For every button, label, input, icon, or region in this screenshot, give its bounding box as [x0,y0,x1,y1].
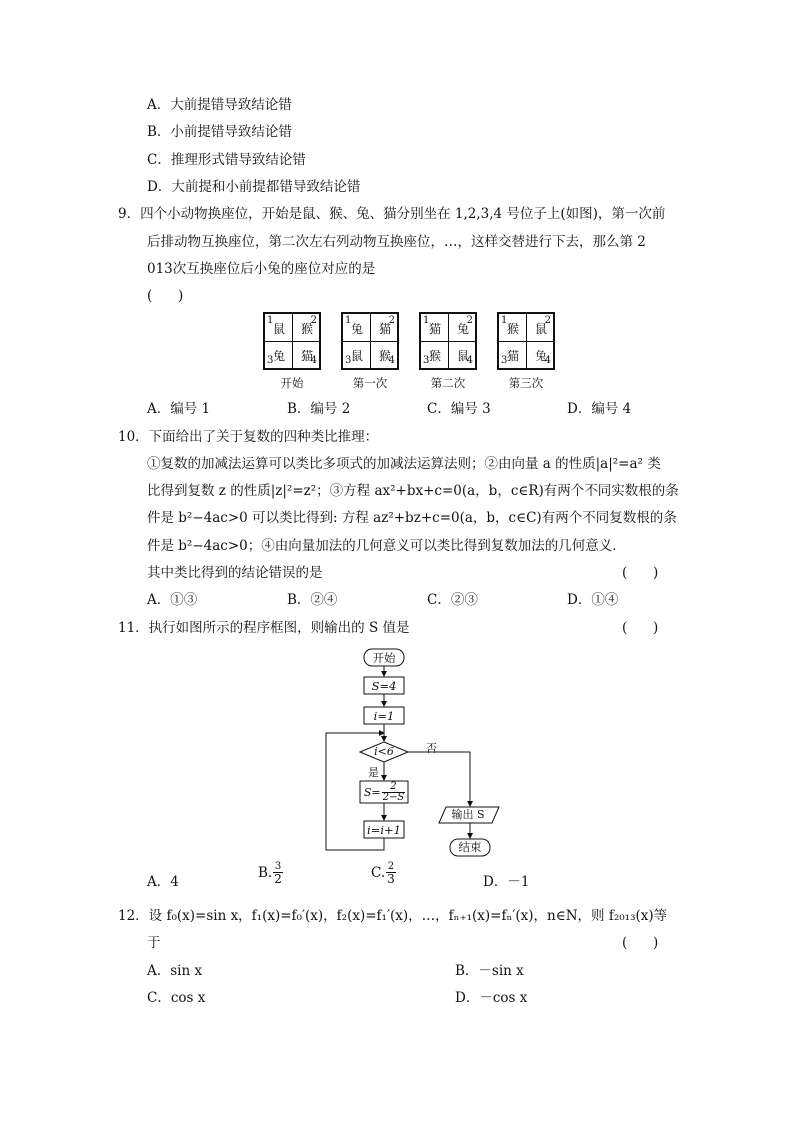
q10-text-line-3: 比得到复数 z 的性质|z|²=z²；③方程 ax²+bx+c=0(a，b，c∈R)有两个不同实数根的条 [147,483,679,499]
q11-option-c-prefix: C. [371,865,386,881]
grid-caption: 第一次 [352,376,388,390]
seat-animal: 鼠 [535,322,548,336]
seat-number-4: 4 [544,355,551,366]
q11-option-a: A．4 [147,874,179,890]
q11-option-b [258,862,284,885]
q11-answer-paren: ( ) [622,620,659,636]
seat-number-3: 3 [345,355,352,366]
seat-animal: 猴 [379,349,392,363]
seat-number-2: 2 [544,315,551,326]
seat-animal: 猫 [507,349,520,363]
q10-text-line-6: 其中类比得到的结论错误的是 [147,565,323,581]
q9-option-d: D．编号 4 [567,401,632,417]
seat-number-2: 2 [466,315,473,326]
seat-number-4: 4 [466,355,473,366]
q10-text-line-4: 件是 b²−4ac>0 可以类比得到: 方程 az²+bz+c=0(a，b，c∈C)有两个不同复数根的条 [147,510,677,526]
flow-assign-den: 2−S [382,791,405,803]
q10-text-line-1: 10．下面给出了关于复数的四种类比推理： [118,429,379,445]
flow-increment-label: i=i+1 [367,823,401,837]
flow-no-label: 否 [426,742,437,755]
seat-animal: 鼠 [351,349,364,363]
seat-animal: 猴 [429,349,442,363]
q10-option-a: A．①③ [147,592,198,608]
q9-option-a: A．编号 1 [147,401,211,417]
seat-number-4: 4 [388,355,395,366]
frac-num: 3 [274,861,282,872]
q10-text-line-2: ①复数的加减法运算可以类比多项式的加减法运算法则；②由向量 a 的性质|a|²=a² 类 [147,456,661,472]
flow-condition-label: i<6 [374,745,394,758]
q11-option-c-fraction [386,862,396,885]
frac-num: 2 [387,861,395,872]
seat-number-1: 1 [267,315,274,326]
seat-grid-third [497,312,555,370]
seat-animal: 兔 [351,322,364,336]
seat-number-1: 1 [501,315,508,326]
q12-text-line-1: 12．设 f₀(x)=sin x，f₁(x)=f₀′(x)，f₂(x)=f₁′(x)，…，fₙ₊₁(x)=fₙ′(x)，n∈N，则 f₂₀₁₃(x)等 [118,908,668,924]
grid-caption: 开始 [280,376,304,390]
q9-answer-paren: ( ) [147,288,184,304]
flow-assign-label [363,781,407,803]
q12-option-d: D．－cos x [455,990,528,1006]
seat-animal: 猫 [301,349,314,363]
flow-assign-lhs: S= [363,785,381,799]
seat-number-4: 4 [310,355,317,366]
flow-yes-label: 是 [368,766,379,779]
flow-output-label: 输出 S [451,808,485,821]
seat-number-1: 1 [345,315,352,326]
q8-option-a: A．大前提错导致结论错 [147,97,292,113]
q10-option-d: D．①④ [567,592,619,608]
seat-number-1: 1 [423,315,430,326]
q9-text-line-3: 013次互换座位后小兔的座位对应的是 [147,261,376,277]
q11-option-b-prefix: B. [258,865,273,881]
q9-option-c: C．编号 3 [427,401,491,417]
grid-caption: 第二次 [430,376,466,390]
no-branch-line [408,752,470,806]
q10-answer-paren: ( ) [622,565,659,581]
seat-animal: 鼠 [457,349,470,363]
seat-number-2: 2 [388,315,395,326]
frac-den: 2 [274,872,282,886]
grid-caption: 第三次 [508,376,544,390]
seat-animal: 猴 [301,322,314,336]
flow-init-s-label: S=4 [371,679,397,693]
flow-init-i-label: i=1 [373,709,395,723]
seat-number-3: 3 [267,355,274,366]
q12-option-a: A．sin x [147,963,203,979]
q9-option-b: B．编号 2 [287,401,351,417]
q9-text-line-1: 9．四个小动物换座位，开始是鼠、猴、兔、猫分别坐在 1,2,3,4 号位子上(如图)，第一次前 [118,206,666,222]
flow-end-label: 结束 [458,840,482,854]
q12-option-c: C．cos x [147,990,206,1006]
q11-option-b-fraction [273,862,283,885]
seat-animal: 猫 [429,322,442,336]
frac-den: 3 [387,872,395,886]
seat-animal: 猫 [379,322,392,336]
flow-assign-fraction [382,782,406,803]
q10-option-c: C．②③ [427,592,478,608]
q11-option-d: D．－1 [483,874,530,890]
seat-number-2: 2 [310,315,317,326]
seat-animal: 兔 [457,322,470,336]
flow-start-label: 开始 [372,651,396,665]
q8-option-d: D．大前提和小前提都错导致结论错 [147,179,361,195]
q12-option-b: B．－sin x [455,963,524,979]
flowchart [300,640,530,865]
seat-number-3: 3 [423,355,430,366]
q11-text: 11．执行如图所示的程序框图，则输出的 S 值是 [118,620,410,636]
q8-option-b: B．小前提错导致结论错 [147,124,292,140]
flow-assign-num: 2 [382,782,406,793]
q9-text-line-2: 后排动物互换座位，第二次左右列动物互换座位，…，这样交替进行下去，那么第 2 [147,234,646,250]
seat-grid-start [263,312,321,370]
q10-option-b: B．②④ [287,592,338,608]
seat-number-3: 3 [501,355,508,366]
seat-animal: 鼠 [273,322,286,336]
seat-grid-first [341,312,399,370]
q11-option-c [371,862,397,885]
q8-option-c: C．推理形式错导致结论错 [147,152,306,168]
q12-answer-paren: ( ) [622,935,659,951]
seat-animal: 兔 [273,349,286,363]
q10-text-line-5: 件是 b²−4ac>0；④由向量加法的几何意义可以类比得到复数加法的几何意义． [147,538,626,554]
seat-animal: 猴 [507,322,520,336]
q12-text-line-2: 于 [147,935,161,951]
seat-grid-second [419,312,477,370]
seat-animal: 兔 [535,349,548,363]
